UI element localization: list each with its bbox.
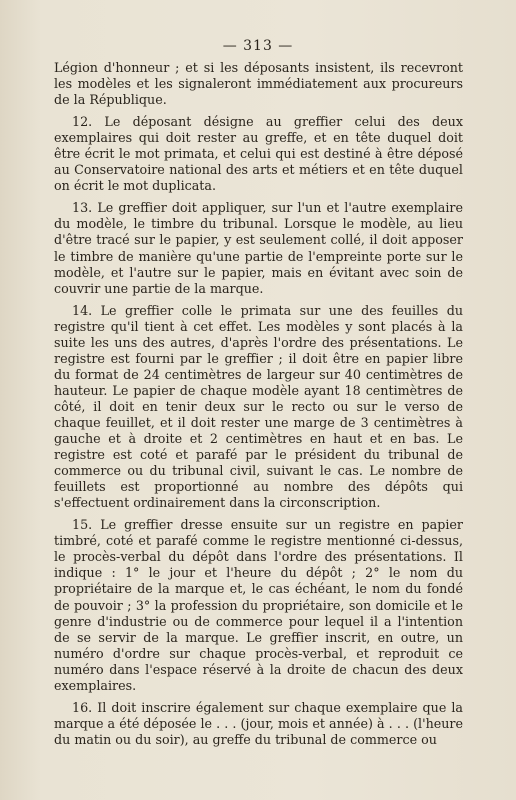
paragraph-14: 14. Le greffier colle le primata sur une des feuilles du registre qu'il tient à cet effet. Les modèles y sont placés à la suite les uns des autres, d'après l'ordre des présentations. Le registre est fourni par le greffier ; il doit être en papier libre du format de 24 centimètres de largeur sur 40 centimètres de hauteur. Le papier de chaque modèle ayant 18 centimètres de côté, il doit en tenir deux sur le recto ou sur le verso de chaque feuillet, et il doit rester une marge de 3 centimètres à gauche et à droite et 2 centimètres en haut et en bas. Le registre est coté et parafé par le président du tribunal de commerce ou du tribunal civil, suivant le cas. Le nombre de feuillets est proportionné au nombre des dépôts qui s'effectuent ordinairement dans la circonscription. (54, 302, 463, 511)
paragraph-15: 15. Le greffier dresse ensuite sur un registre en papier timbré, coté et parafé comme le registre mentionné ci-dessus, le procès-verbal du dépôt dans l'ordre des présentations. Il indique : 1° le jour et l'heure du dépôt ; 2° le nom du propriétaire de la marque et, le cas échéant, le nom du fondé de pouvoir ; 3° la profession du propriétaire, son domicile et le genre d'industrie ou de commerce pour lequel il a l'intention de se servir de la marque. Le greffier inscrit, en outre, un numéro d'ordre sur chaque procès-verbal, et reproduit ce numéro dans l'espace réservé à la droite de chacun des deux exemplaires. (54, 517, 463, 693)
paragraph-continuation: Légion d'honneur ; et si les déposants insistent, ils recevront les modèles et les signaleront immédiatement aux procureurs de la République. (54, 60, 463, 108)
body-text (54, 60, 463, 754)
page-number: — 313 — (222, 38, 294, 54)
paragraph-16: 16. Il doit inscrire également sur chaque exemplaire que la marque a été déposée le . . . (jour, mois et année) à . . . (l'heure du matin ou du soir), au greffe du tribunal de commerce ou (54, 699, 463, 747)
paragraph-13: 13. Le greffier doit appliquer, sur l'un et l'autre exemplaire du modèle, le timbre du tribunal. Lorsque le modèle, au lieu d'être tracé sur le papier, y est seulement collé, il doit apposer le timbre de manière qu'une partie de l'empreinte porte sur le modèle, et l'autre sur le papier, mais en évitant avec soin de couvrir une partie de la marque. (54, 200, 463, 296)
paragraph-12: 12. Le déposant désigne au greffier celui des deux exemplaires qui doit rester au greffe, et en tête duquel doit être écrit le mot primata, et celui qui est destiné à être déposé au Conservatoire national des arts et métiers et en tête duquel on écrit le mot duplicata. (54, 114, 463, 194)
